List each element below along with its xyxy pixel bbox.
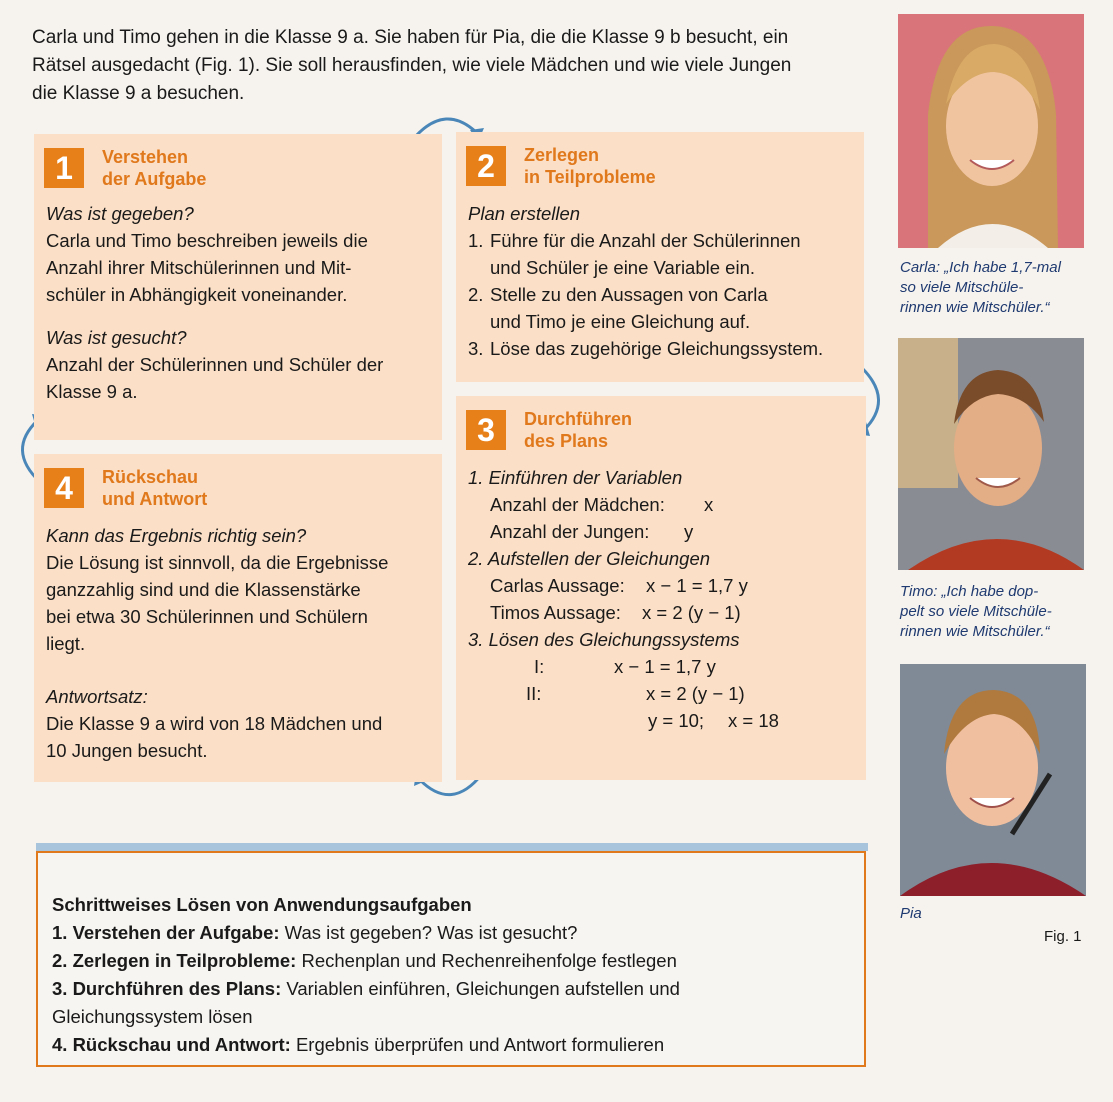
plan-item-line: und Timo je eine Gleichung auf.	[490, 311, 751, 332]
equation-label: I:	[534, 656, 545, 677]
plan-item-line: Führe für die Anzahl der Schülerinnen	[490, 230, 801, 251]
answer-line: 10 Jungen besucht.	[46, 740, 208, 761]
answer-line: bei etwa 30 Schülerinnen und Schülern	[46, 606, 368, 627]
figure-label: Fig. 1	[1044, 928, 1082, 945]
intro-line: Carla und Timo gehen in die Klasse 9 a. Sie haben für Pia, die die Klasse 9 b besucht, ein	[32, 27, 789, 48]
solution-y: y = 10;	[648, 710, 705, 731]
equation-row	[468, 599, 858, 626]
equation: x − 1 = 1,7 y	[614, 656, 716, 677]
carla-photo	[898, 14, 1084, 248]
equation-label: II:	[526, 683, 542, 704]
step-title-line: Zerlegen	[524, 145, 600, 165]
variable-row	[468, 491, 858, 518]
intro-line: die Klasse 9 a besuchen.	[32, 83, 245, 104]
sub-heading: 1. Einführen der Variablen	[468, 467, 683, 488]
equation: x − 1 = 1,7 y	[646, 575, 748, 596]
answer-line: Carla und Timo beschreiben jeweils die	[46, 230, 368, 251]
answer-line: ganzzahlig sind und die Klassenstärke	[46, 579, 361, 600]
equation: x = 2 (y − 1)	[642, 602, 741, 623]
system-row	[468, 680, 858, 707]
variable-name: x	[704, 494, 714, 515]
step-title-line: Verstehen	[102, 147, 189, 167]
step-title	[102, 146, 402, 190]
plan-item-line: Löse das zugehörige Gleichungssystem.	[490, 338, 824, 359]
step-title-line: der Aufgabe	[102, 169, 207, 189]
timo-caption	[900, 582, 1052, 642]
answer-line: Anzahl der Schülerinnen und Schüler der	[46, 354, 384, 375]
caption-line: Timo: „Ich habe dop-	[900, 583, 1039, 600]
summary-item	[52, 919, 832, 947]
equation-label: Timos Aussage:	[490, 602, 621, 623]
plan-item-number: 1.	[468, 230, 484, 251]
solution-row	[468, 707, 858, 734]
step-number-badge: 3	[466, 410, 506, 450]
solution-x: x = 18	[728, 710, 779, 731]
summary-item-text: Gleichungssystem lösen	[52, 1006, 253, 1027]
summary-item-label: 1. Verstehen der Aufgabe:	[52, 922, 280, 943]
plan-heading: Plan erstellen	[468, 203, 581, 224]
plan-item-line: Stelle zu den Aussagen von Carla	[490, 284, 768, 305]
summary-item-label: 4. Rückschau und Antwort:	[52, 1034, 291, 1055]
plan-item-number: 2.	[468, 284, 484, 305]
summary-item-text: Ergebnis überprüfen und Antwort formulieren	[290, 1034, 665, 1055]
caption-line: rinnen wie Mitschüler.“	[900, 299, 1050, 316]
plan-item	[468, 227, 823, 281]
step-number-badge: 2	[466, 146, 506, 186]
question: Was ist gesucht?	[46, 327, 187, 348]
step-panel-decompose	[456, 132, 864, 382]
step-title-line: und Antwort	[102, 489, 208, 509]
intro-text	[32, 24, 872, 108]
step-title-line: Rückschau	[102, 467, 199, 487]
summary-item-text: Rechenplan und Rechenreihenfolge festlegen	[296, 950, 677, 971]
step-body	[46, 522, 388, 764]
caption-line: Carla: „Ich habe 1,7-mal	[900, 259, 1061, 276]
plan-item	[468, 335, 823, 362]
summary-box	[36, 851, 866, 1067]
pia-caption: Pia	[900, 905, 922, 922]
step-panel-execute	[456, 396, 866, 780]
question: Antwortsatz:	[46, 686, 148, 707]
step-body	[46, 200, 383, 405]
summary-item-label: 3. Durchführen des Plans:	[52, 978, 282, 999]
summary-item-text: Variablen einführen, Gleichungen aufstellen und	[281, 978, 680, 999]
step-title	[102, 466, 402, 510]
step-title-line: Durchführen	[524, 409, 632, 429]
step-number-badge: 4	[44, 468, 84, 508]
step-body	[468, 200, 823, 362]
answer-line: Die Lösung ist sinnvoll, da die Ergebnisse	[46, 552, 389, 573]
step-title-line: in Teilprobleme	[524, 167, 656, 187]
summary-item	[52, 1031, 832, 1059]
sub-heading: 2. Aufstellen der Gleichungen	[468, 548, 711, 569]
summary-item-text: Was ist gegeben? Was ist gesucht?	[279, 922, 578, 943]
answer-line: Klasse 9 a.	[46, 381, 138, 402]
plan-item	[468, 281, 823, 335]
summary-item	[52, 947, 832, 975]
summary-header-bar	[36, 843, 868, 851]
summary-item	[52, 1003, 832, 1031]
variable-label: Anzahl der Jungen:	[490, 521, 650, 542]
summary-item	[52, 975, 832, 1003]
question: Was ist gegeben?	[46, 203, 194, 224]
caption-line: pelt so viele Mitschüle-	[900, 603, 1052, 620]
answer-line: Die Klasse 9 a wird von 18 Mädchen und	[46, 713, 383, 734]
intro-line: Rätsel ausgedacht (Fig. 1). Sie soll herausfinden, wie viele Mädchen und wie viele Jungen	[32, 55, 792, 76]
step-body	[468, 464, 858, 734]
answer-line: liegt.	[46, 633, 86, 654]
step-title	[524, 408, 824, 452]
step-panel-understand	[34, 134, 442, 440]
step-panel-review	[34, 454, 442, 782]
plan-item-number: 3.	[468, 338, 484, 359]
summary-content	[52, 891, 832, 1059]
variable-name: y	[684, 521, 694, 542]
carla-caption	[900, 258, 1061, 318]
equation-row	[468, 572, 858, 599]
equation: x = 2 (y − 1)	[646, 683, 745, 704]
sub-heading: 3. Lösen des Gleichungssystems	[468, 629, 740, 650]
step-number-badge: 1	[44, 148, 84, 188]
summary-title: Schrittweises Lösen von Anwendungsaufgaben	[52, 894, 472, 915]
caption-line: so viele Mitschüle-	[900, 279, 1024, 296]
equation-label: Carlas Aussage:	[490, 575, 625, 596]
step-title-line: des Plans	[524, 431, 609, 451]
caption-line: rinnen wie Mitschüler.“	[900, 623, 1050, 640]
variable-row	[468, 518, 858, 545]
summary-item-label: 2. Zerlegen in Teilprobleme:	[52, 950, 297, 971]
plan-list	[468, 227, 823, 362]
variable-label: Anzahl der Mädchen:	[490, 494, 665, 515]
step-title	[524, 144, 824, 188]
question: Kann das Ergebnis richtig sein?	[46, 525, 307, 546]
timo-photo	[898, 338, 1084, 570]
answer-line: Anzahl ihrer Mitschülerinnen und Mit-	[46, 257, 352, 278]
system-row	[468, 653, 858, 680]
answer-line: schüler in Abhängigkeit voneinander.	[46, 284, 348, 305]
plan-item-line: und Schüler je eine Variable ein.	[490, 257, 755, 278]
pia-photo	[900, 664, 1086, 896]
